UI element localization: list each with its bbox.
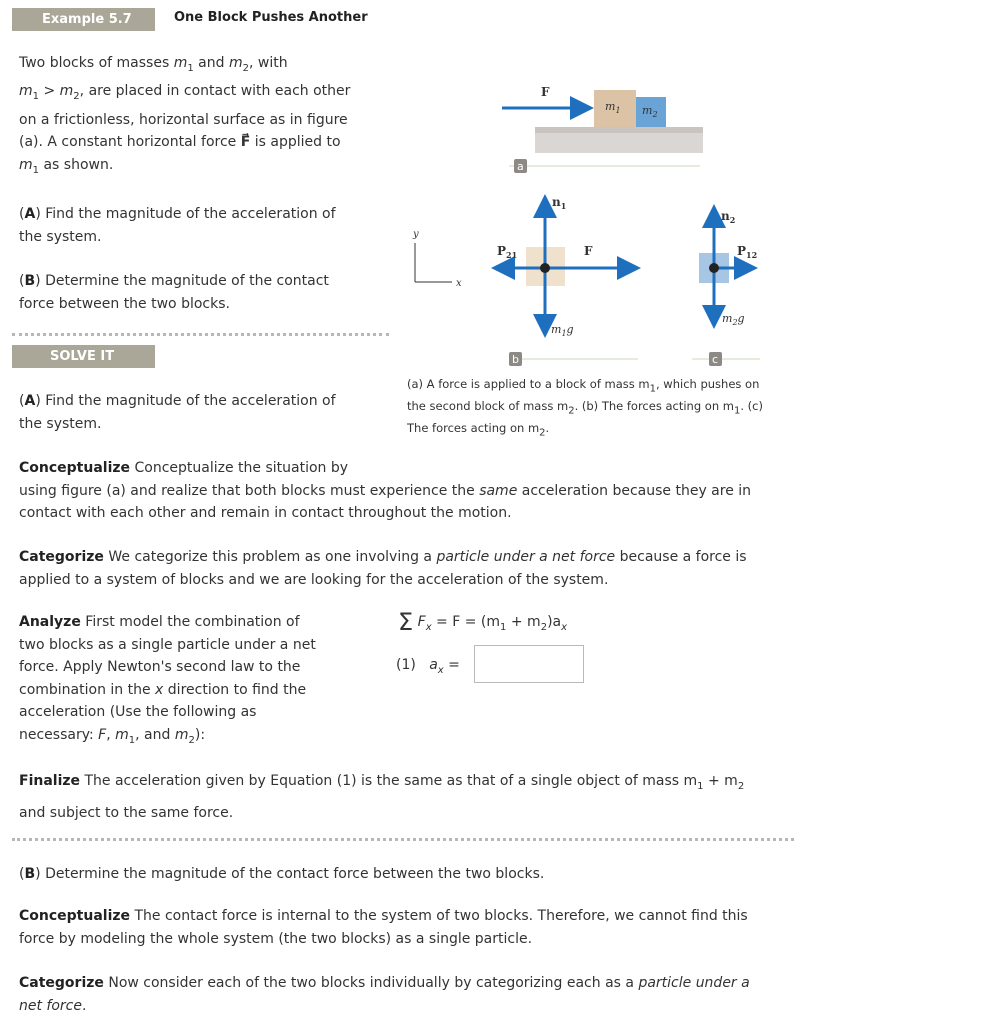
label-m1g: $m_1g$ [551, 323, 574, 338]
solve-part-b-heading: (B) Determine the magnitude of the contact force between the two blocks. [19, 866, 545, 882]
conceptualize-paragraph: Conceptualize Conceptualize the situation by using figure (a) and realize that both blocks must experience the same acceleration because they are in contact with each other and remain in contact throughout the motion. [19, 460, 752, 521]
figure-a [502, 85, 703, 173]
conceptualize-b-paragraph: Conceptualize The contact force is internal to the system of two blocks. Therefore, we cannot find this force by modeling the whole system (the two blocks) as a single particle. [19, 908, 748, 947]
label-a: a [517, 160, 524, 173]
label-b: b [512, 353, 519, 366]
part-a-question: (A) Find the magnitude of the acceleration of the system. [19, 206, 336, 245]
example-badge: Example 5.7 [12, 8, 155, 31]
problem-statement: Two blocks of masses $m_1$ and $m_2$, with $m_1 > m_2$, are placed in contact with each other on a frictionless, horizontal surface as in figure (a). A constant horizontal force F⃗ is applied to $m_1$ as shown. [19, 55, 351, 176]
sum-symbol: Σ [398, 608, 414, 636]
label-P12: $P_{12}$ [737, 244, 758, 260]
axes [412, 229, 462, 289]
label-n2: $n_2$ [721, 209, 736, 225]
figure-c [692, 209, 760, 366]
ground-shadow [535, 133, 703, 153]
acceleration-answer-input[interactable] [474, 645, 584, 683]
svg-text:y: y [413, 229, 419, 240]
categorize-paragraph: Categorize We categorize this problem as one involving a particle under a net force because a force is applied to a system of blocks and we are looking for the acceleration of the system. [19, 549, 747, 588]
center-dot-b [540, 263, 550, 273]
newton-equation: Σ $F_x = F = (m_1 + m_2)a_x$ [398, 608, 568, 636]
equation-1-label: (1) $a_x$ = [396, 657, 460, 676]
figure-caption: (a) A force is applied to a block of mass $m_1$, which pushes on the second block of mass $m_2$. (b) The forces acting on $m_1$. (c) The forces acting on $m_2$. [407, 377, 763, 438]
svg-text:x: x [456, 278, 462, 289]
finalize-paragraph: Finalize The acceleration given by Equation (1) is the same as that of a single object of mass $m_1 + m_2$ and subject to the same force. [19, 773, 745, 822]
example-title: One Block Pushes Another [174, 10, 368, 25]
analyze-paragraph: Analyze First model the combination of two blocks as a single particle under a net force. Apply Newton's second law to the combination in the x direction to find the acceleration (Use the following as necessary: F, $m_1$, and $m_2$): [19, 614, 316, 746]
ground-surface [535, 127, 703, 133]
part-b-question: (B) Determine the magnitude of the contact force between the two blocks. [19, 273, 329, 312]
label-n1: $n_1$ [552, 195, 567, 211]
divider [12, 333, 389, 336]
categorize-b-paragraph: Categorize Now consider each of the two blocks individually by categorizing each as a particle under a net force. [19, 975, 750, 1014]
label-F-b: F [584, 244, 593, 258]
solve-it-badge: SOLVE IT [12, 345, 155, 368]
solve-part-a-heading: (A) Find the magnitude of the acceleration of the system. [19, 393, 336, 432]
label-m2: $m_2$ [642, 104, 658, 119]
label-P21: $P_{21}$ [497, 244, 518, 260]
force-diagram-figure [400, 70, 780, 370]
divider-2 [12, 838, 794, 841]
label-m1: $m_1$ [605, 100, 621, 115]
figure-b [497, 195, 638, 366]
center-dot-c [709, 263, 719, 273]
label-F: F [541, 85, 550, 99]
label-m2g: $m_2g$ [722, 312, 745, 327]
label-c: c [712, 353, 719, 366]
